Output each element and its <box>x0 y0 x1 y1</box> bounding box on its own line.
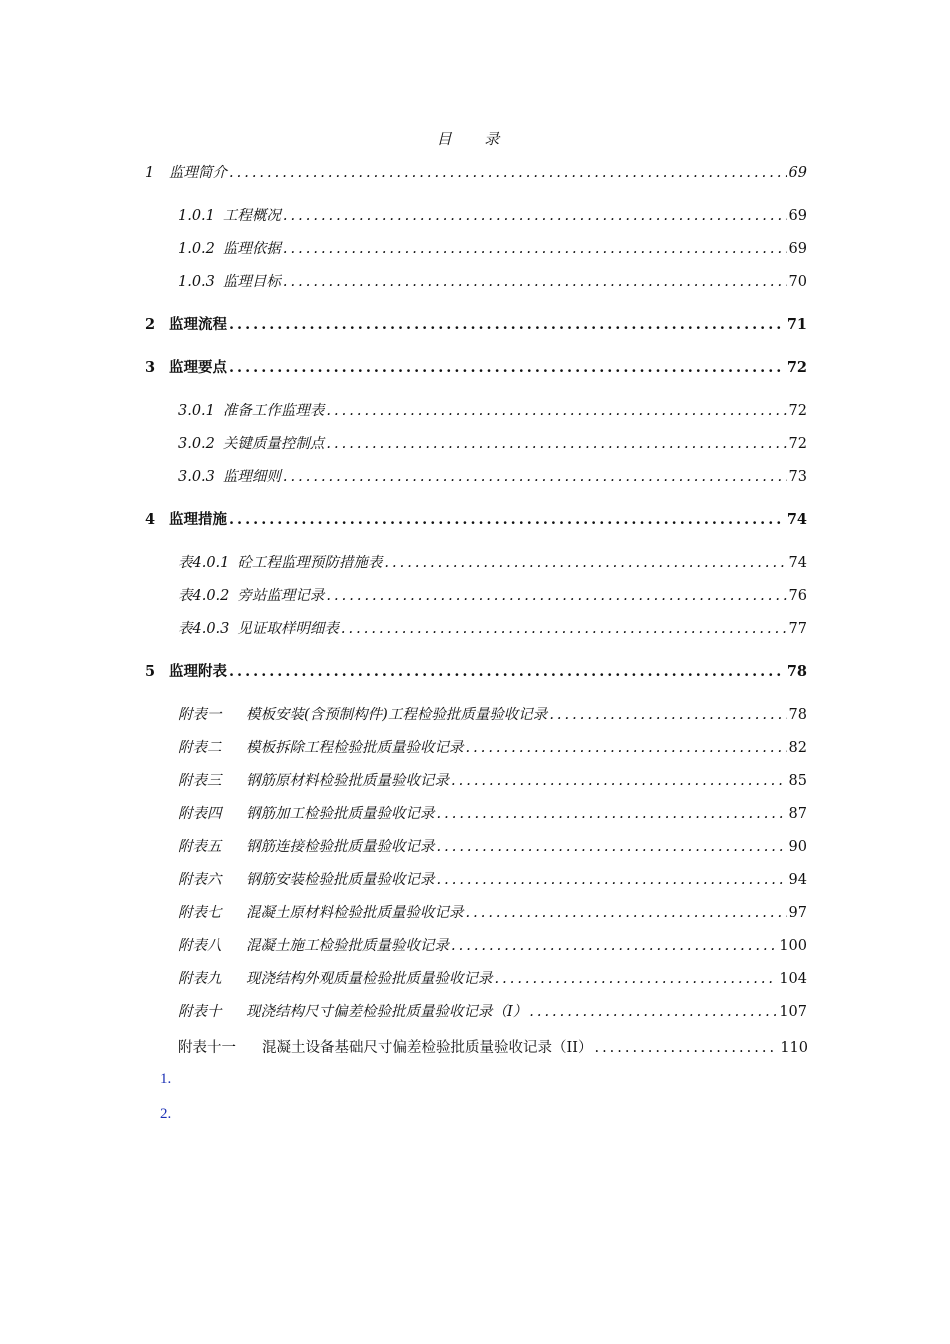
list-item-number: 2. <box>160 1106 172 1122</box>
toc-title: 目 录 <box>436 130 514 148</box>
toc-leader-dots <box>229 162 787 184</box>
toc-entry-code: 附表五 <box>178 839 222 855</box>
toc-leader-dots <box>594 1037 778 1059</box>
toc-leader-dots <box>229 661 785 683</box>
toc-entry-label: 钢筋安装检验批质量验收记录 <box>246 872 435 888</box>
toc-leader-dots <box>451 770 787 792</box>
toc-page-number: 78 <box>788 707 807 723</box>
toc-entry[interactable] <box>178 1037 808 1059</box>
toc-entry-number: 1 <box>145 165 155 181</box>
toc-page-number: 74 <box>788 555 807 571</box>
toc-entry[interactable] <box>178 585 807 607</box>
toc-entry-label: 监理依据 <box>222 241 281 257</box>
toc-leader-dots <box>384 552 786 574</box>
toc-entry-code: 附表九 <box>178 971 222 987</box>
toc-entry-label: 砼工程监理预防措施表 <box>237 555 383 571</box>
toc-page-number: 74 <box>786 511 807 528</box>
toc-page-number: 104 <box>779 971 807 987</box>
toc-entry[interactable] <box>178 400 807 422</box>
toc-page-number: 82 <box>788 740 807 756</box>
toc-page-number: 69 <box>788 208 807 224</box>
toc-entry-code: 表4.0.3 <box>178 621 230 637</box>
toc-page-number: 72 <box>786 359 807 376</box>
toc-page-number: 72 <box>788 403 807 419</box>
toc-entry-label: 旁站监理记录 <box>237 588 325 604</box>
toc-entry-code: 附表六 <box>178 872 222 888</box>
toc-page-number: 85 <box>788 773 807 789</box>
toc-entry-label: 监理简介 <box>169 165 227 181</box>
toc-entry[interactable] <box>145 509 807 531</box>
toc-entry-code: 附表四 <box>178 806 222 822</box>
toc-entry-label: 现浇结构外观质量检验批质量验收记录 <box>246 971 493 987</box>
toc-entry[interactable] <box>178 433 807 455</box>
toc-entry-label: 混凝土施工检验批质量验收记录 <box>246 938 449 954</box>
toc-entry-code: 附表十一 <box>178 1040 236 1056</box>
toc-entry[interactable] <box>178 466 807 488</box>
toc-entry[interactable] <box>178 803 807 825</box>
toc-entry-code: 1.0.2 <box>178 241 215 257</box>
toc-entry[interactable] <box>178 836 807 858</box>
toc-entry-number: 3 <box>145 359 156 376</box>
toc-leader-dots <box>341 618 787 640</box>
toc-entry[interactable] <box>178 271 807 293</box>
toc-leader-dots <box>549 704 786 726</box>
toc-page-number: 69 <box>788 165 807 181</box>
toc-leader-dots <box>283 205 787 227</box>
toc-page-number: 77 <box>788 621 807 637</box>
toc-entry-label: 见证取样明细表 <box>237 621 339 637</box>
toc-leader-dots <box>326 400 786 422</box>
toc-entry-code: 表4.0.1 <box>178 555 230 571</box>
toc-entry-label: 准备工作监理表 <box>222 403 325 419</box>
toc-leader-dots <box>529 1001 777 1023</box>
toc-page-number: 97 <box>788 905 807 921</box>
toc-page-number: 73 <box>788 469 807 485</box>
toc-page-number: 94 <box>788 872 807 888</box>
toc-entry-number: 4 <box>145 511 156 528</box>
toc-leader-dots <box>283 466 787 488</box>
toc-entry-label: 钢筋连接检验批质量验收记录 <box>246 839 435 855</box>
toc-entry[interactable] <box>178 869 807 891</box>
toc-entry[interactable] <box>145 661 807 683</box>
toc-entry-label: 模板安装(含预制构件)工程检验批质量验收记录 <box>246 707 548 723</box>
toc-entry-label: 现浇结构尺寸偏差检验批质量验收记录（I） <box>246 1004 528 1020</box>
toc-entry[interactable] <box>145 314 807 336</box>
toc-leader-dots <box>466 737 787 759</box>
toc-page-number: 107 <box>779 1004 807 1020</box>
toc-leader-dots <box>283 271 787 293</box>
toc-leader-dots <box>466 902 787 924</box>
toc-entry-label: 监理目标 <box>222 274 281 290</box>
toc-entry-code: 附表七 <box>178 905 222 921</box>
toc-entry[interactable] <box>178 205 807 227</box>
toc-leader-dots <box>229 357 785 379</box>
toc-entry-code: 附表十 <box>178 1004 222 1020</box>
list-item-number: 1. <box>160 1071 172 1087</box>
toc-entry[interactable] <box>178 618 807 640</box>
toc-entry-code: 3.0.3 <box>178 469 215 485</box>
toc-page-number: 110 <box>780 1040 808 1056</box>
toc-entry-number: 2 <box>145 316 156 333</box>
toc-leader-dots <box>437 836 787 858</box>
toc-entry-label: 模板拆除工程检验批质量验收记录 <box>246 740 464 756</box>
toc-entry-code: 附表八 <box>178 938 222 954</box>
toc-leader-dots <box>229 509 785 531</box>
toc-leader-dots <box>326 433 786 455</box>
toc-entry-label: 监理细则 <box>222 469 281 485</box>
toc-entry[interactable] <box>178 552 807 574</box>
toc-leader-dots <box>451 935 777 957</box>
toc-entry[interactable] <box>178 737 807 759</box>
toc-entry-label: 监理流程 <box>169 316 227 333</box>
toc-page-number: 71 <box>786 316 807 333</box>
toc-entry-code: 表4.0.2 <box>178 588 230 604</box>
toc-entry-label: 混凝土设备基础尺寸偏差检验批质量验收记录（II） <box>262 1040 593 1056</box>
toc-entry[interactable] <box>145 357 807 379</box>
toc-entry[interactable] <box>178 968 807 990</box>
toc-page-number: 78 <box>786 663 807 680</box>
toc-entry-code: 1.0.1 <box>178 208 215 224</box>
toc-entry[interactable] <box>178 1001 807 1023</box>
toc-entry-code: 3.0.1 <box>178 403 215 419</box>
toc-page-number: 69 <box>788 241 807 257</box>
toc-entry[interactable] <box>178 902 807 924</box>
toc-page-number: 87 <box>788 806 807 822</box>
toc-entry-label: 钢筋原材料检验批质量验收记录 <box>246 773 449 789</box>
toc-entry[interactable] <box>178 238 807 260</box>
toc-entry[interactable] <box>178 770 807 792</box>
toc-leader-dots <box>326 585 786 607</box>
toc-page-number: 70 <box>788 274 807 290</box>
toc-entry-code: 附表二 <box>178 740 222 756</box>
toc-entry[interactable] <box>178 704 807 726</box>
toc-entry-code: 附表一 <box>178 707 222 723</box>
toc-entry-code: 1.0.3 <box>178 274 215 290</box>
toc-entry-label: 监理附表 <box>169 663 227 680</box>
toc-leader-dots <box>495 968 778 990</box>
toc-entry[interactable] <box>178 935 807 957</box>
toc-page-number: 90 <box>788 839 807 855</box>
toc-entry-code: 附表三 <box>178 773 222 789</box>
toc-entry-label: 工程概况 <box>222 208 281 224</box>
toc-entry-label: 监理要点 <box>169 359 227 376</box>
toc-leader-dots <box>229 314 785 336</box>
toc-page-number: 76 <box>788 588 807 604</box>
toc-page-number: 100 <box>779 938 807 954</box>
toc-entry[interactable] <box>145 162 807 184</box>
toc-entry-number: 5 <box>145 663 156 680</box>
toc-leader-dots <box>437 803 787 825</box>
toc-page-number: 72 <box>788 436 807 452</box>
toc-entry-label: 钢筋加工检验批质量验收记录 <box>246 806 435 822</box>
toc-entry-label: 监理措施 <box>169 511 227 528</box>
toc-entry-label: 混凝土原材料检验批质量验收记录 <box>246 905 464 921</box>
toc-entry-label: 关键质量控制点 <box>222 436 325 452</box>
toc-leader-dots <box>437 869 787 891</box>
toc-entry-code: 3.0.2 <box>178 436 215 452</box>
toc-leader-dots <box>283 238 787 260</box>
